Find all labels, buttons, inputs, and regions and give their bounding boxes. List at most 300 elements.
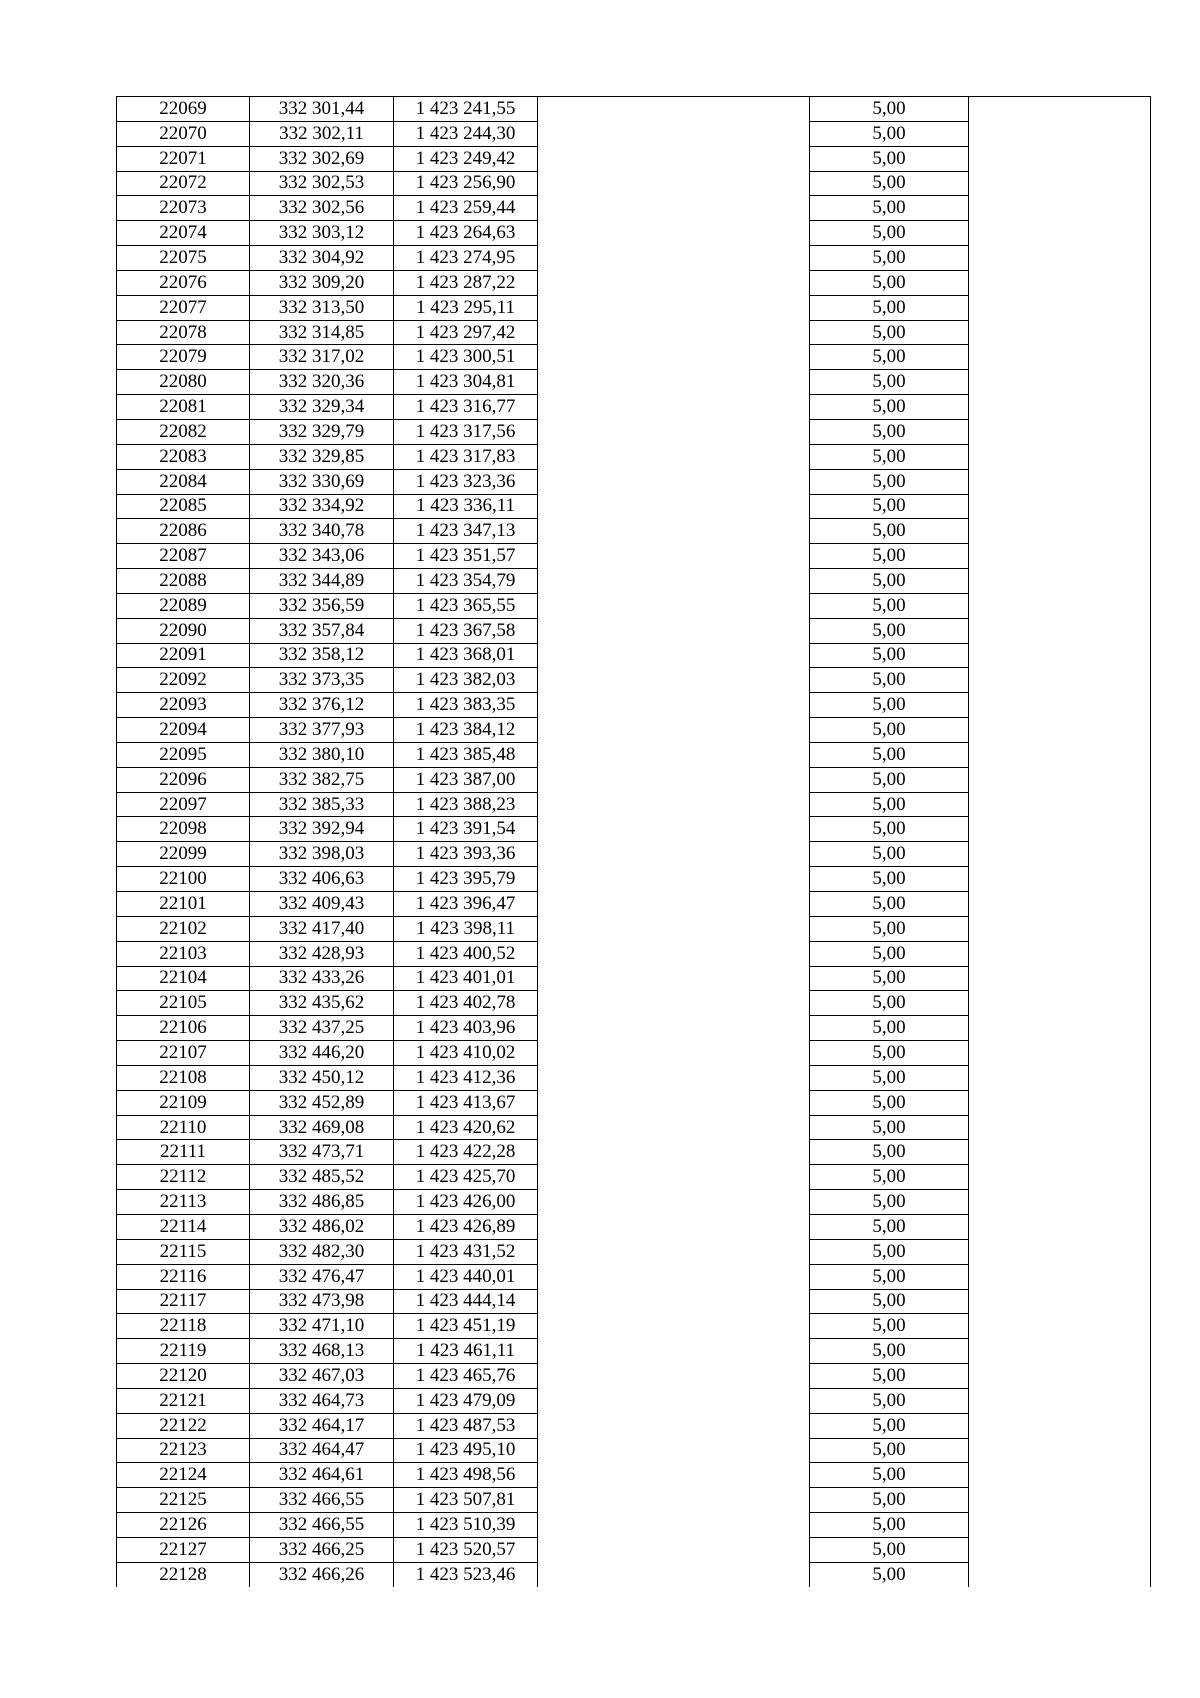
x-coordinate-cell: 332 406,63 xyxy=(250,867,394,892)
table-row xyxy=(117,1364,1151,1389)
point-number-cell: 22100 xyxy=(117,867,250,892)
point-number-cell: 22071 xyxy=(117,146,250,171)
y-coordinate-cell: 1 423 351,57 xyxy=(394,544,538,569)
blank-cell xyxy=(538,1562,810,1586)
blank-cell xyxy=(969,444,1151,469)
blank-cell xyxy=(969,842,1151,867)
y-coordinate-cell: 1 423 412,36 xyxy=(394,1065,538,1090)
point-number-cell: 22081 xyxy=(117,395,250,420)
y-coordinate-cell: 1 423 336,11 xyxy=(394,494,538,519)
table-row xyxy=(117,295,1151,320)
blank-cell xyxy=(538,1165,810,1190)
point-number-cell: 22083 xyxy=(117,444,250,469)
blank-cell xyxy=(538,1115,810,1140)
y-coordinate-cell: 1 423 287,22 xyxy=(394,270,538,295)
y-coordinate-cell: 1 423 323,36 xyxy=(394,469,538,494)
x-coordinate-cell: 332 409,43 xyxy=(250,892,394,917)
blank-cell xyxy=(969,494,1151,519)
blank-cell xyxy=(969,892,1151,917)
value-cell: 5,00 xyxy=(810,1214,969,1239)
value-cell: 5,00 xyxy=(810,693,969,718)
table-row xyxy=(117,320,1151,345)
value-cell: 5,00 xyxy=(810,569,969,594)
x-coordinate-cell: 332 468,13 xyxy=(250,1339,394,1364)
x-coordinate-cell: 332 428,93 xyxy=(250,941,394,966)
value-cell: 5,00 xyxy=(810,1488,969,1513)
x-coordinate-cell: 332 314,85 xyxy=(250,320,394,345)
table-row xyxy=(117,767,1151,792)
table-row xyxy=(117,1413,1151,1438)
table-row xyxy=(117,569,1151,594)
table-row xyxy=(117,1165,1151,1190)
y-coordinate-cell: 1 423 420,62 xyxy=(394,1115,538,1140)
value-cell: 5,00 xyxy=(810,1388,969,1413)
blank-cell xyxy=(538,97,810,122)
x-coordinate-cell: 332 464,73 xyxy=(250,1388,394,1413)
blank-cell xyxy=(969,569,1151,594)
y-coordinate-cell: 1 423 479,09 xyxy=(394,1388,538,1413)
x-coordinate-cell: 332 398,03 xyxy=(250,842,394,867)
blank-cell xyxy=(969,1364,1151,1389)
table-row xyxy=(117,941,1151,966)
blank-cell xyxy=(538,1537,810,1562)
value-cell: 5,00 xyxy=(810,1264,969,1289)
x-coordinate-cell: 332 377,93 xyxy=(250,718,394,743)
y-coordinate-cell: 1 423 295,11 xyxy=(394,295,538,320)
y-coordinate-cell: 1 423 440,01 xyxy=(394,1264,538,1289)
blank-cell xyxy=(969,742,1151,767)
x-coordinate-cell: 332 486,85 xyxy=(250,1190,394,1215)
blank-cell xyxy=(969,718,1151,743)
y-coordinate-cell: 1 423 354,79 xyxy=(394,569,538,594)
value-cell: 5,00 xyxy=(810,1537,969,1562)
value-cell: 5,00 xyxy=(810,1314,969,1339)
point-number-cell: 22108 xyxy=(117,1065,250,1090)
blank-cell xyxy=(969,1264,1151,1289)
point-number-cell: 22098 xyxy=(117,817,250,842)
blank-cell xyxy=(538,121,810,146)
value-cell: 5,00 xyxy=(810,97,969,122)
y-coordinate-cell: 1 423 316,77 xyxy=(394,395,538,420)
blank-cell xyxy=(969,1239,1151,1264)
blank-cell xyxy=(969,618,1151,643)
table-row xyxy=(117,1537,1151,1562)
blank-cell xyxy=(969,97,1151,122)
table-row xyxy=(117,1016,1151,1041)
value-cell: 5,00 xyxy=(810,320,969,345)
x-coordinate-cell: 332 450,12 xyxy=(250,1065,394,1090)
table-row xyxy=(117,1463,1151,1488)
point-number-cell: 22115 xyxy=(117,1239,250,1264)
y-coordinate-cell: 1 423 400,52 xyxy=(394,941,538,966)
blank-cell xyxy=(969,171,1151,196)
y-coordinate-cell: 1 423 385,48 xyxy=(394,742,538,767)
point-number-cell: 22095 xyxy=(117,742,250,767)
x-coordinate-cell: 332 302,69 xyxy=(250,146,394,171)
table-row xyxy=(117,1065,1151,1090)
x-coordinate-cell: 332 329,34 xyxy=(250,395,394,420)
blank-cell xyxy=(969,1065,1151,1090)
value-cell: 5,00 xyxy=(810,867,969,892)
blank-cell xyxy=(538,991,810,1016)
table-row xyxy=(117,1562,1151,1586)
point-number-cell: 22087 xyxy=(117,544,250,569)
y-coordinate-cell: 1 423 256,90 xyxy=(394,171,538,196)
point-number-cell: 22082 xyxy=(117,419,250,444)
y-coordinate-cell: 1 423 403,96 xyxy=(394,1016,538,1041)
x-coordinate-cell: 332 334,92 xyxy=(250,494,394,519)
table-row xyxy=(117,121,1151,146)
y-coordinate-cell: 1 423 461,11 xyxy=(394,1339,538,1364)
blank-cell xyxy=(538,569,810,594)
table-row xyxy=(117,892,1151,917)
y-coordinate-cell: 1 423 451,19 xyxy=(394,1314,538,1339)
x-coordinate-cell: 332 471,10 xyxy=(250,1314,394,1339)
y-coordinate-cell: 1 423 510,39 xyxy=(394,1513,538,1538)
table-row xyxy=(117,842,1151,867)
value-cell: 5,00 xyxy=(810,718,969,743)
table-row xyxy=(117,370,1151,395)
point-number-cell: 22112 xyxy=(117,1165,250,1190)
blank-cell xyxy=(538,718,810,743)
y-coordinate-cell: 1 423 465,76 xyxy=(394,1364,538,1389)
y-coordinate-cell: 1 423 393,36 xyxy=(394,842,538,867)
value-cell: 5,00 xyxy=(810,1115,969,1140)
blank-cell xyxy=(538,370,810,395)
blank-cell xyxy=(969,1537,1151,1562)
point-number-cell: 22118 xyxy=(117,1314,250,1339)
x-coordinate-cell: 332 376,12 xyxy=(250,693,394,718)
x-coordinate-cell: 332 476,47 xyxy=(250,1264,394,1289)
table-row xyxy=(117,270,1151,295)
table-row xyxy=(117,395,1151,420)
x-coordinate-cell: 332 309,20 xyxy=(250,270,394,295)
blank-cell xyxy=(969,867,1151,892)
point-number-cell: 22105 xyxy=(117,991,250,1016)
x-coordinate-cell: 332 330,69 xyxy=(250,469,394,494)
blank-cell xyxy=(538,1041,810,1066)
blank-cell xyxy=(969,916,1151,941)
point-number-cell: 22070 xyxy=(117,121,250,146)
x-coordinate-cell: 332 446,20 xyxy=(250,1041,394,1066)
value-cell: 5,00 xyxy=(810,544,969,569)
y-coordinate-cell: 1 423 391,54 xyxy=(394,817,538,842)
blank-cell xyxy=(969,1214,1151,1239)
point-number-cell: 22079 xyxy=(117,345,250,370)
blank-cell xyxy=(969,1041,1151,1066)
blank-cell xyxy=(538,693,810,718)
blank-cell xyxy=(969,1562,1151,1586)
value-cell: 5,00 xyxy=(810,419,969,444)
point-number-cell: 22119 xyxy=(117,1339,250,1364)
blank-cell xyxy=(969,270,1151,295)
value-cell: 5,00 xyxy=(810,196,969,221)
blank-cell xyxy=(969,1463,1151,1488)
point-number-cell: 22084 xyxy=(117,469,250,494)
value-cell: 5,00 xyxy=(810,121,969,146)
coordinates-table xyxy=(116,96,1151,1587)
value-cell: 5,00 xyxy=(810,593,969,618)
point-number-cell: 22097 xyxy=(117,792,250,817)
table-row xyxy=(117,1090,1151,1115)
blank-cell xyxy=(969,941,1151,966)
value-cell: 5,00 xyxy=(810,1016,969,1041)
x-coordinate-cell: 332 467,03 xyxy=(250,1364,394,1389)
table-row xyxy=(117,668,1151,693)
point-number-cell: 22107 xyxy=(117,1041,250,1066)
table-row xyxy=(117,966,1151,991)
x-coordinate-cell: 332 373,35 xyxy=(250,668,394,693)
point-number-cell: 22077 xyxy=(117,295,250,320)
y-coordinate-cell: 1 423 300,51 xyxy=(394,345,538,370)
x-coordinate-cell: 332 343,06 xyxy=(250,544,394,569)
x-coordinate-cell: 332 464,47 xyxy=(250,1438,394,1463)
x-coordinate-cell: 332 464,17 xyxy=(250,1413,394,1438)
blank-cell xyxy=(538,1314,810,1339)
point-number-cell: 22123 xyxy=(117,1438,250,1463)
x-coordinate-cell: 332 317,02 xyxy=(250,345,394,370)
table-row xyxy=(117,742,1151,767)
x-coordinate-cell: 332 433,26 xyxy=(250,966,394,991)
x-coordinate-cell: 332 302,53 xyxy=(250,171,394,196)
point-number-cell: 22096 xyxy=(117,767,250,792)
table-row xyxy=(117,221,1151,246)
x-coordinate-cell: 332 466,26 xyxy=(250,1562,394,1586)
point-number-cell: 22069 xyxy=(117,97,250,122)
point-number-cell: 22086 xyxy=(117,519,250,544)
blank-cell xyxy=(538,593,810,618)
value-cell: 5,00 xyxy=(810,469,969,494)
value-cell: 5,00 xyxy=(810,444,969,469)
blank-cell xyxy=(538,966,810,991)
value-cell: 5,00 xyxy=(810,246,969,271)
blank-cell xyxy=(969,196,1151,221)
blank-cell xyxy=(538,1264,810,1289)
x-coordinate-cell: 332 382,75 xyxy=(250,767,394,792)
table-row xyxy=(117,693,1151,718)
y-coordinate-cell: 1 423 410,02 xyxy=(394,1041,538,1066)
blank-cell xyxy=(538,668,810,693)
blank-cell xyxy=(969,320,1151,345)
x-coordinate-cell: 332 356,59 xyxy=(250,593,394,618)
blank-cell xyxy=(538,494,810,519)
value-cell: 5,00 xyxy=(810,1065,969,1090)
value-cell: 5,00 xyxy=(810,1513,969,1538)
table-row xyxy=(117,867,1151,892)
point-number-cell: 22101 xyxy=(117,892,250,917)
x-coordinate-cell: 332 357,84 xyxy=(250,618,394,643)
y-coordinate-cell: 1 423 395,79 xyxy=(394,867,538,892)
blank-cell xyxy=(969,1488,1151,1513)
x-coordinate-cell: 332 473,71 xyxy=(250,1140,394,1165)
value-cell: 5,00 xyxy=(810,370,969,395)
y-coordinate-cell: 1 423 274,95 xyxy=(394,246,538,271)
blank-cell xyxy=(538,444,810,469)
blank-cell xyxy=(538,1488,810,1513)
value-cell: 5,00 xyxy=(810,1041,969,1066)
y-coordinate-cell: 1 423 297,42 xyxy=(394,320,538,345)
value-cell: 5,00 xyxy=(810,1140,969,1165)
blank-cell xyxy=(969,817,1151,842)
table-row xyxy=(117,817,1151,842)
blank-cell xyxy=(969,1513,1151,1538)
table-row xyxy=(117,246,1151,271)
blank-cell xyxy=(538,643,810,668)
blank-cell xyxy=(969,295,1151,320)
table-row xyxy=(117,494,1151,519)
value-cell: 5,00 xyxy=(810,916,969,941)
blank-cell xyxy=(969,469,1151,494)
blank-cell xyxy=(969,1339,1151,1364)
point-number-cell: 22089 xyxy=(117,593,250,618)
blank-cell xyxy=(538,1364,810,1389)
table-row xyxy=(117,618,1151,643)
point-number-cell: 22106 xyxy=(117,1016,250,1041)
blank-cell xyxy=(538,792,810,817)
blank-cell xyxy=(969,544,1151,569)
x-coordinate-cell: 332 482,30 xyxy=(250,1239,394,1264)
y-coordinate-cell: 1 423 383,35 xyxy=(394,693,538,718)
x-coordinate-cell: 332 302,56 xyxy=(250,196,394,221)
blank-cell xyxy=(538,1090,810,1115)
x-coordinate-cell: 332 358,12 xyxy=(250,643,394,668)
y-coordinate-cell: 1 423 382,03 xyxy=(394,668,538,693)
y-coordinate-cell: 1 423 259,44 xyxy=(394,196,538,221)
point-number-cell: 22103 xyxy=(117,941,250,966)
blank-cell xyxy=(538,171,810,196)
table-row xyxy=(117,1190,1151,1215)
point-number-cell: 22116 xyxy=(117,1264,250,1289)
blank-cell xyxy=(969,221,1151,246)
blank-cell xyxy=(538,221,810,246)
blank-cell xyxy=(538,270,810,295)
blank-cell xyxy=(969,643,1151,668)
y-coordinate-cell: 1 423 398,11 xyxy=(394,916,538,941)
table-row xyxy=(117,196,1151,221)
blank-cell xyxy=(969,1090,1151,1115)
blank-cell xyxy=(538,1413,810,1438)
table-row xyxy=(117,469,1151,494)
blank-cell xyxy=(538,395,810,420)
point-number-cell: 22078 xyxy=(117,320,250,345)
value-cell: 5,00 xyxy=(810,842,969,867)
point-number-cell: 22090 xyxy=(117,618,250,643)
blank-cell xyxy=(969,1438,1151,1463)
x-coordinate-cell: 332 466,55 xyxy=(250,1513,394,1538)
blank-cell xyxy=(969,1165,1151,1190)
value-cell: 5,00 xyxy=(810,618,969,643)
blank-cell xyxy=(538,196,810,221)
table-row xyxy=(117,1438,1151,1463)
point-number-cell: 22113 xyxy=(117,1190,250,1215)
table-row xyxy=(117,792,1151,817)
table-row xyxy=(117,419,1151,444)
table-row xyxy=(117,593,1151,618)
table-row xyxy=(117,1239,1151,1264)
blank-cell xyxy=(538,618,810,643)
point-number-cell: 22122 xyxy=(117,1413,250,1438)
point-number-cell: 22092 xyxy=(117,668,250,693)
x-coordinate-cell: 332 380,10 xyxy=(250,742,394,767)
blank-cell xyxy=(538,1239,810,1264)
blank-cell xyxy=(538,146,810,171)
y-coordinate-cell: 1 423 387,00 xyxy=(394,767,538,792)
point-number-cell: 22127 xyxy=(117,1537,250,1562)
table-row xyxy=(117,643,1151,668)
table-row xyxy=(117,991,1151,1016)
value-cell: 5,00 xyxy=(810,643,969,668)
blank-cell xyxy=(969,593,1151,618)
blank-cell xyxy=(538,1190,810,1215)
x-coordinate-cell: 332 385,33 xyxy=(250,792,394,817)
blank-cell xyxy=(538,1438,810,1463)
blank-cell xyxy=(538,1016,810,1041)
value-cell: 5,00 xyxy=(810,742,969,767)
blank-cell xyxy=(969,1314,1151,1339)
value-cell: 5,00 xyxy=(810,1339,969,1364)
value-cell: 5,00 xyxy=(810,519,969,544)
point-number-cell: 22109 xyxy=(117,1090,250,1115)
blank-cell xyxy=(969,519,1151,544)
x-coordinate-cell: 332 329,79 xyxy=(250,419,394,444)
y-coordinate-cell: 1 423 317,56 xyxy=(394,419,538,444)
y-coordinate-cell: 1 423 498,56 xyxy=(394,1463,538,1488)
y-coordinate-cell: 1 423 368,01 xyxy=(394,643,538,668)
point-number-cell: 22091 xyxy=(117,643,250,668)
value-cell: 5,00 xyxy=(810,991,969,1016)
blank-cell xyxy=(538,1140,810,1165)
value-cell: 5,00 xyxy=(810,668,969,693)
blank-cell xyxy=(538,1513,810,1538)
y-coordinate-cell: 1 423 425,70 xyxy=(394,1165,538,1190)
table-row xyxy=(117,1388,1151,1413)
table-row xyxy=(117,1314,1151,1339)
point-number-cell: 22093 xyxy=(117,693,250,718)
point-number-cell: 22121 xyxy=(117,1388,250,1413)
point-number-cell: 22075 xyxy=(117,246,250,271)
y-coordinate-cell: 1 423 317,83 xyxy=(394,444,538,469)
y-coordinate-cell: 1 423 444,14 xyxy=(394,1289,538,1314)
x-coordinate-cell: 332 303,12 xyxy=(250,221,394,246)
blank-cell xyxy=(538,892,810,917)
y-coordinate-cell: 1 423 388,23 xyxy=(394,792,538,817)
value-cell: 5,00 xyxy=(810,295,969,320)
y-coordinate-cell: 1 423 402,78 xyxy=(394,991,538,1016)
x-coordinate-cell: 332 417,40 xyxy=(250,916,394,941)
point-number-cell: 22111 xyxy=(117,1140,250,1165)
point-number-cell: 22104 xyxy=(117,966,250,991)
y-coordinate-cell: 1 423 304,81 xyxy=(394,370,538,395)
blank-cell xyxy=(969,1140,1151,1165)
x-coordinate-cell: 332 485,52 xyxy=(250,1165,394,1190)
table-row xyxy=(117,1264,1151,1289)
value-cell: 5,00 xyxy=(810,494,969,519)
x-coordinate-cell: 332 329,85 xyxy=(250,444,394,469)
x-coordinate-cell: 332 464,61 xyxy=(250,1463,394,1488)
blank-cell xyxy=(969,693,1151,718)
point-number-cell: 22072 xyxy=(117,171,250,196)
point-number-cell: 22080 xyxy=(117,370,250,395)
table-row xyxy=(117,1115,1151,1140)
point-number-cell: 22128 xyxy=(117,1562,250,1586)
value-cell: 5,00 xyxy=(810,792,969,817)
point-number-cell: 22110 xyxy=(117,1115,250,1140)
x-coordinate-cell: 332 340,78 xyxy=(250,519,394,544)
blank-cell xyxy=(538,817,810,842)
x-coordinate-cell: 332 344,89 xyxy=(250,569,394,594)
blank-cell xyxy=(538,1463,810,1488)
blank-cell xyxy=(538,295,810,320)
